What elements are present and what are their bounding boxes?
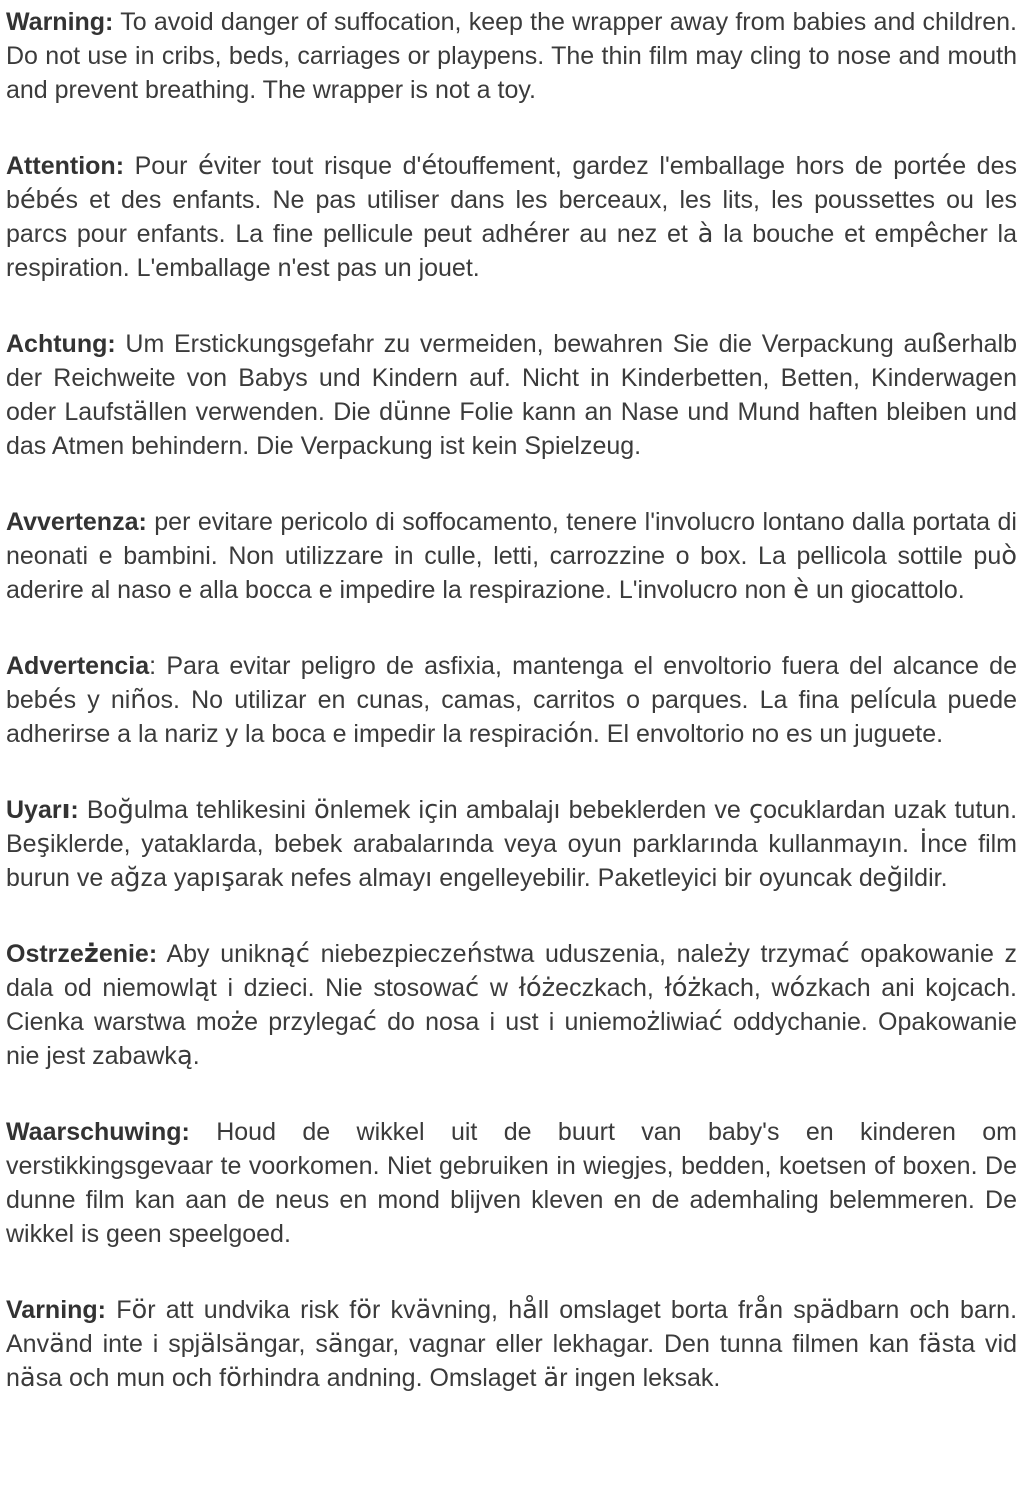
- warning-body-text: : Para evitar peligro de asfixia, mantenga el envoltorio fuera del alcance de bebés y niños. No utilizar en cunas, camas, carritos o parques. La fina película puede adherirse a la nariz y la boca e impedir la respiración. El envoltorio no es un juguete.: [6, 652, 1017, 749]
- warning-language-label: Ostrzeżenie:: [6, 939, 158, 969]
- warning-language-label: Attention:: [6, 152, 125, 180]
- warning-language-label: Varning:: [6, 1296, 107, 1324]
- warning-body-text: Boğulma tehlikesini önlemek için ambalajı bebeklerden ve çocuklardan uzak tutun. Beşiklerde, yataklarda, bebek arabalarında veya oyun parklarında kullanmayın. İnce film burun ve ağza yapışarak nefes almayı engelleyebilir. Paketleyici bir oyuncak değildir.: [6, 795, 1018, 893]
- warning-body-text: Pour éviter tout risque d'étouffement, gardez l'emballage hors de portée des bébés et des enfants. Ne pas utiliser dans les berceaux, les lits, les poussettes ou les parcs pour enfants. La fine pellicule peut adhérer au nez et à la bouche et empêcher la respiration. L'emballage n'est pas un jouet.: [6, 151, 1017, 282]
- warning-body-text: To avoid danger of suffocation, keep the wrapper away from babies and children. Do not use in cribs, beds, carriages or playpens. The thin film may cling to nose and mouth and prevent breathing. The wrapper is not a toy.: [6, 8, 1017, 104]
- warning-language-label: Avvertenza:: [6, 508, 147, 536]
- warning-body-text: Houd de wikkel uit de buurt van baby's en kinderen om verstikkingsgevaar te voorkomen. Niet gebruiken in wiegjes, bedden, koetsen of boxen. De dunne film kan aan de neus en mond blijven kleven en de ademhaling belemmeren. De wikkel is geen speelgoed.: [6, 1118, 1017, 1248]
- warning-paragraph-spanish: [6, 649, 1017, 751]
- warning-language-label: Achtung:: [6, 330, 116, 358]
- warning-body-text: Aby uniknąć niebezpieczeństwa uduszenia, należy trzymać opakowanie z dala od niemowląt i dzieci. Nie stosować w łóżeczkach, łóżkach, wózkach ani kojcach. Cienka warstwa może przylegać do nosa i ust i uniemożliwiać oddychanie. Opakowanie nie jest zabawką.: [6, 939, 1018, 1071]
- warning-language-label: Uyarı:: [6, 795, 79, 825]
- warning-paragraph-french: [6, 149, 1017, 285]
- warning-paragraph-italian: [6, 505, 1017, 607]
- warning-paragraph-german: [6, 327, 1017, 463]
- warning-body-text: För att undvika risk för kvävning, håll omslaget borta från spädbarn och barn. Använd inte i spjälsängar, sängar, vagnar eller lekhagar. Den tunna filmen kan fästa vid näsa och mun och förhindra andning. Omslaget är ingen leksak.: [6, 1295, 1018, 1393]
- warning-paragraph-turkish: [6, 793, 1017, 895]
- warning-language-label: Warning:: [6, 8, 114, 36]
- warning-paragraph-swedish: [6, 1293, 1017, 1395]
- warning-language-label: Waarschuwing:: [6, 1118, 190, 1146]
- warning-body-text: per evitare pericolo di soffocamento, tenere l'involucro lontano dalla portata di neonati e bambini. Non utilizzare in culle, letti, carrozzine o box. La pellicola sottile può aderire al naso e alla bocca e impedire la respirazione. L'involucro non è un giocattolo.: [6, 508, 1017, 605]
- warning-paragraph-dutch: [6, 1115, 1017, 1251]
- warning-paragraph-polish: [6, 937, 1017, 1073]
- warning-language-label: Advertencia: [6, 652, 150, 680]
- warning-paragraph-english: [6, 5, 1017, 107]
- warning-body-text: Um Erstickungsgefahr zu vermeiden, bewahren Sie die Verpackung außerhalb der Reichweite von Babys und Kindern auf. Nicht in Kinderbetten, Betten, Kinderwagen oder Laufställen verwenden. Die dünne Folie kann an Nase und Mund haften bleiben und das Atmen behindern. Die Verpackung ist kein Spielzeug.: [6, 329, 1017, 460]
